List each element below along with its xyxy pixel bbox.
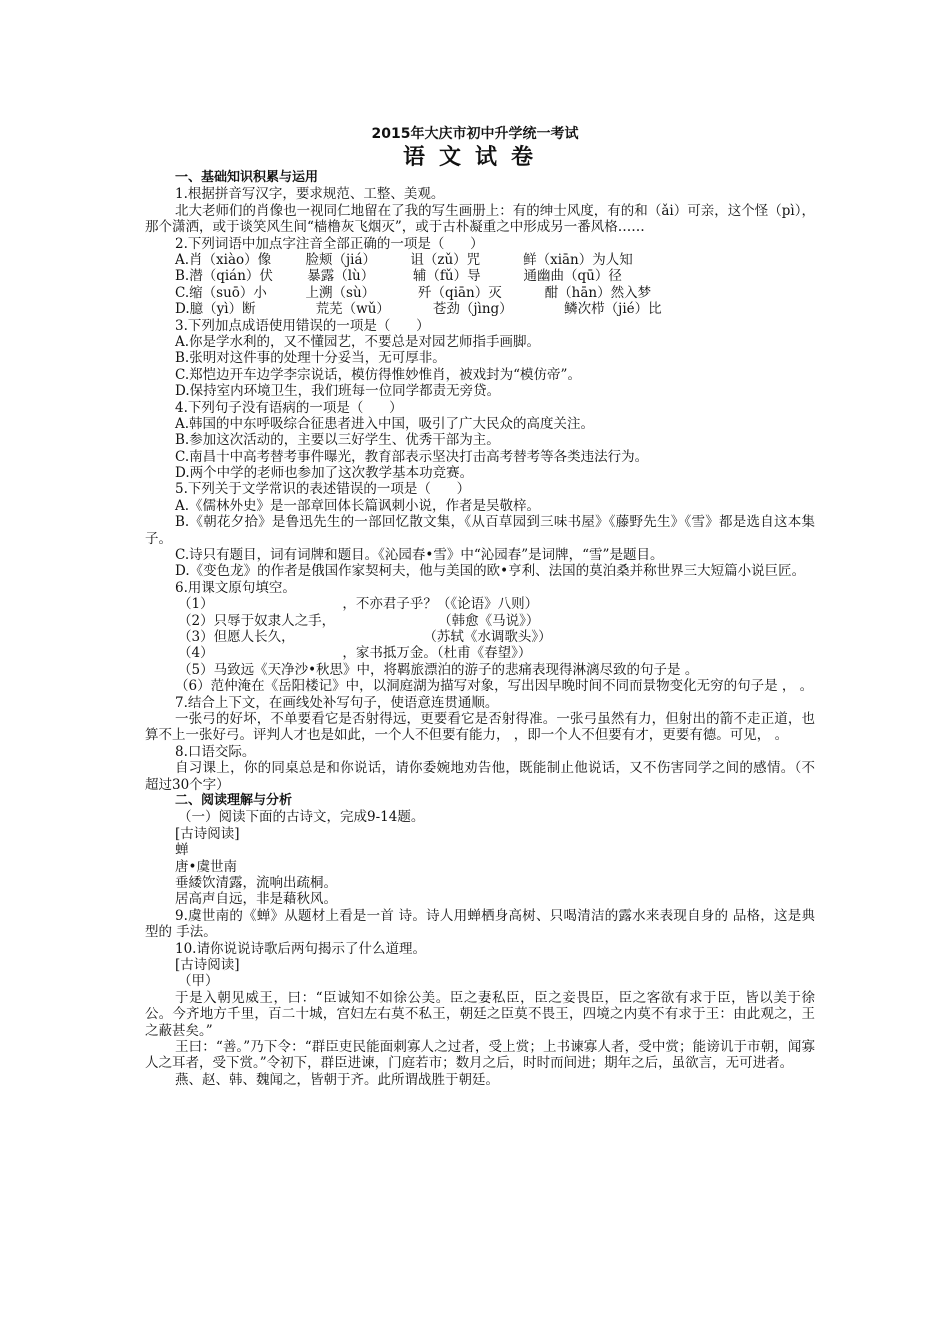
text-line: 蝉 (175, 842, 189, 859)
text-line: （2）只辱于奴隶人之手， （韩愈《马说》） (178, 612, 540, 629)
text-line: 自习课上，你的同桌总是和你说话，请你委婉地劝告他，既能制止他说话，又不伤害同学之间的感情。（不超过30个字） (145, 760, 815, 793)
text-line: 燕、赵、韩、魏闻之，皆朝于齐。此所谓战胜于朝廷。 (175, 1071, 499, 1088)
text-line: 5.下列关于文学常识的表述错误的一项是（ ） (175, 481, 471, 498)
text-line: （1） ，不亦君子乎？（《论语》八则） (178, 596, 539, 613)
text-line: 8.口语交际。 (175, 743, 256, 760)
text-line: 一张弓的好坏，不单要看它是否射得远，更要看它是否射得准。一张弓虽然有力，但射出的箭不走正道，也算不上一张好弓。评判人才也是如此，一个人不但要有能力， ，即一个人不但要有才，更要有德。可见， 。 (145, 711, 815, 744)
text-line: 3.下列加点成语使用错误的一项是（ ） (175, 317, 430, 334)
text-line: 2.下列词语中加点字注音全部正确的一项是（ ） (175, 235, 484, 252)
text-line: 垂緌饮清露，流响出疏桐。 (175, 874, 337, 891)
text-line: （一）阅读下面的古诗文，完成9-14题。 (178, 809, 425, 826)
text-line: A.肖（xiào）像 脸颊（jiá） 诅（zǔ）咒 鲜（xiān）为人知 (175, 251, 633, 268)
text-line: 1.根据拼音写汉字，要求规范、工整、美观。 (175, 186, 445, 203)
text-line: B.张明对这件事的处理十分妥当，无可厚非。 (175, 350, 446, 367)
text-line: 王曰：“善。”乃下令：“群臣吏民能面刺寡人之过者，受上赏；上书谏寡人者，受中赏；能谤讥于市朝，闻寡人之耳者，受下赏。”令初下，群臣进谏，门庭若市；数月之后，时时而间进；期年之后，虽欲言，无可进者。 (145, 1038, 815, 1072)
exam-body (145, 170, 815, 1088)
text-line: 4.下列句子没有语病的一项是（ ） (175, 399, 403, 416)
text-line: A.《儒林外史》是一部章回体长篇讽刺小说，作者是吴敬梓。 (175, 497, 541, 514)
text-line: C.诗只有题目，词有词牌和题目。《沁园春•雪》中“沁园春”是词牌，“雪”是题目。 (175, 547, 664, 564)
text-line: D.保持室内环境卫生，我们班每一位同学都责无旁贷。 (175, 383, 501, 400)
text-line: D.臆（yì）断 荒芜（wǔ） 苍劲（jìng） 鳞次栉（jié）比 (175, 301, 662, 318)
section-heading: 二、阅读理解与分析 (175, 793, 293, 809)
text-line: 于是入朝见威王，曰：“臣诚知不如徐公美。臣之妻私臣，臣之妾畏臣，臣之客欲有求于臣，皆以美于徐公。今齐地方千里，百二十城，宫妇左右莫不私王，朝廷之臣莫不畏王，四境之内莫不有求于王：由此观之，王之蔽甚矣。” (145, 989, 815, 1039)
text-line: A.你是学水利的，又不懂园艺，不要总是对园艺师指手画脚。 (175, 333, 541, 350)
text-line: B.潜（qián）伏 暴露（lù） 辅（fǔ）导 通幽曲（qū）径 (175, 268, 622, 285)
text-line: [古诗阅读] (175, 956, 240, 973)
text-line: 7.结合上下文，在画线处补写句子，使语意连贯通顺。 (175, 694, 499, 711)
text-line: C.郑恺边开车边学李宗说话，模仿得惟妙惟肖，被戏封为“模仿帝”。 (175, 366, 581, 383)
text-line: C.南昌十中高考替考事件曝光，教育部表示坚决打击高考替考等各类违法行为。 (175, 448, 649, 465)
text-line: （5）马致远《天净沙•秋思》中，将羁旅漂泊的游子的悲痛表现得淋漓尽致的句子是 。 (178, 661, 699, 678)
text-line: （甲） (178, 973, 219, 990)
text-line: A.韩国的中东呼吸综合征患者进入中国，吸引了广大民众的高度关注。 (175, 415, 595, 432)
text-line: 北大老师们的肖像也一视同仁地留在了我的写生画册上：有的绅士风度，有的和（ǎi）可亲，这个怪（pì），那个潇洒，或于谈笑风生间“樯橹灰飞烟灭”，或于古朴凝重之中形成另一番风格…… (145, 202, 815, 236)
paper-title: 语文试卷 (402, 144, 547, 170)
text-line: B.《朝花夕拾》是鲁迅先生的一部回忆散文集，《从百草园到三味书屋》《藤野先生》《雪》都是选自这本集子。 (145, 514, 815, 547)
text-line: [古诗阅读] (175, 825, 240, 842)
text-line: 10.请你说说诗歌后两句揭示了什么道理。 (175, 940, 426, 957)
text-line: （3）但愿人长久， （苏轼《水调歌头》） (178, 629, 552, 646)
section-heading: 一、基础知识积累与运用 (175, 170, 319, 185)
text-line: D.《变色龙》的作者是俄国作家契柯夫，他与美国的欧•亨利、法国的莫泊桑并称世界三大短篇小说巨匠。 (175, 563, 806, 580)
text-line: B.参加这次活动的，主要以三好学生、优秀干部为主。 (175, 432, 500, 449)
text-line: 6.用课文原句填空。 (175, 579, 296, 596)
text-line: （4） ，家书抵万金。（杜甫《春望》） (178, 645, 532, 662)
text-line: D.两个中学的老师也参加了这次教学基本功竞赛。 (175, 465, 474, 482)
text-line: 9.虞世南的《蝉》从题材上看是一首 诗。诗人用蝉栖身高树、只喝清洁的露水来表现自身的 品格，这是典型的 手法。 (145, 907, 815, 941)
text-line: 居高声自远，非是藉秋风。 (175, 891, 337, 908)
text-line: C.缩（suō）小 上溯（sù） 歼（qiān）灭 酣（hān）然入梦 (175, 284, 652, 301)
text-line: 唐•虞世南 (175, 858, 237, 875)
exam-title: 2015年大庆市初中升学统一考试 (371, 126, 579, 142)
text-line: （6）范仲淹在《岳阳楼记》中，以洞庭湖为描写对象，写出因早晚时间不同而景物变化无穷的句子是 ， 。 (175, 678, 814, 695)
